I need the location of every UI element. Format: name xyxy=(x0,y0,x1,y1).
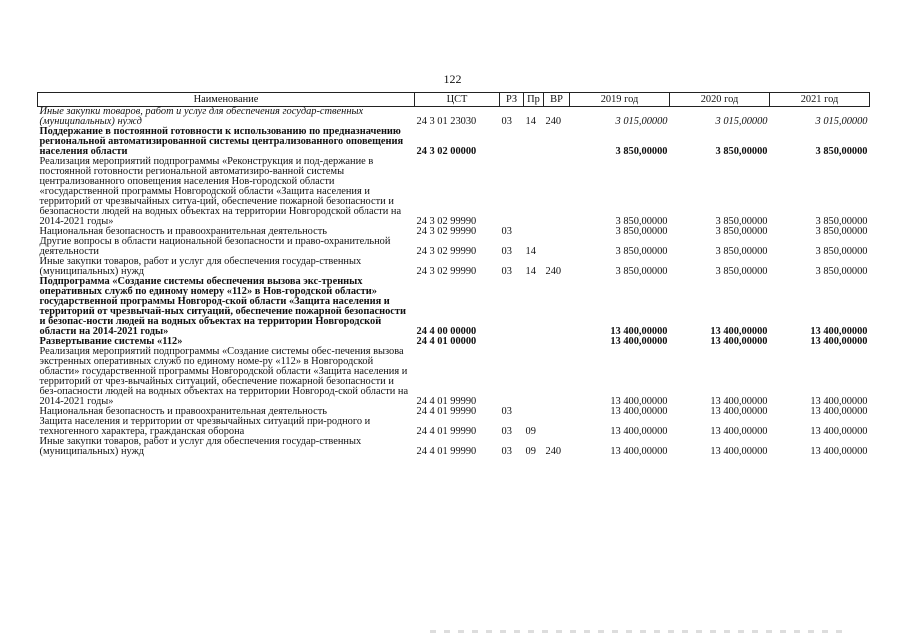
row-rz: 03 xyxy=(501,116,512,127)
row-2019: 13 400,00000 xyxy=(610,326,668,337)
table-row xyxy=(38,417,870,437)
table-row xyxy=(38,127,870,157)
row-rz: 03 xyxy=(501,226,512,237)
row-cst: 24 4 01 99990 xyxy=(416,426,477,437)
row-pr xyxy=(524,227,544,237)
row-2020: 3 015,00000 xyxy=(715,116,768,127)
row-rz xyxy=(500,277,524,337)
row-pr xyxy=(524,337,544,347)
row-pr: 14 xyxy=(525,116,536,127)
table-row xyxy=(38,277,870,337)
page-number: 122 xyxy=(443,72,462,86)
row-2021: 3 850,00000 xyxy=(815,216,868,227)
header-pr: Пр xyxy=(524,93,544,107)
row-name: Национальная безопасность и правоохранительная деятельность xyxy=(39,406,327,417)
row-2019: 3 850,00000 xyxy=(615,266,668,277)
row-2019: 3 015,00000 xyxy=(615,116,668,127)
header-name: Наименование xyxy=(38,93,415,107)
row-2020: 3 850,00000 xyxy=(715,226,768,237)
row-2021: 13 400,00000 xyxy=(810,336,868,347)
row-2021: 13 400,00000 xyxy=(810,396,868,407)
row-vr xyxy=(544,237,570,257)
row-2020: 3 850,00000 xyxy=(715,216,768,227)
row-2020: 13 400,00000 xyxy=(710,426,768,437)
row-cst: 24 3 02 99990 xyxy=(416,226,477,237)
row-2020: 13 400,00000 xyxy=(710,396,768,407)
row-2019: 3 850,00000 xyxy=(615,216,668,227)
row-vr xyxy=(544,417,570,437)
row-2021: 3 850,00000 xyxy=(815,226,868,237)
header-2020: 2020 год xyxy=(670,93,770,107)
row-2021: 3 850,00000 xyxy=(815,246,868,257)
row-rz: 03 xyxy=(501,406,512,417)
row-2019: 3 850,00000 xyxy=(615,246,668,257)
row-2019: 13 400,00000 xyxy=(610,336,668,347)
header-2021: 2021 год xyxy=(770,93,870,107)
row-name: Реализация мероприятий подпрограммы «Реконструкция и под-держание в постоянной готовности региональной автоматизиро-ванной системы централизованного оповещения населения Нов-городской области «государственной программы Новгородской области «Защита населения и территорий от чрезвычайных ситуа-ций, обеспечение пожарной безопасности и безопасности людей на водных объектах на территории Новгородской области на 2014-2021 годы» xyxy=(39,156,402,227)
row-2019: 13 400,00000 xyxy=(610,396,668,407)
row-rz: 03 xyxy=(501,266,512,277)
row-cst: 24 3 02 00000 xyxy=(416,146,477,157)
row-rz xyxy=(500,127,524,157)
row-name: Национальная безопасность и правоохранительная деятельность xyxy=(39,226,327,237)
row-cst: 24 4 01 99990 xyxy=(416,446,477,457)
row-2019: 13 400,00000 xyxy=(610,426,668,437)
header-cst: ЦСТ xyxy=(415,93,500,107)
row-vr xyxy=(544,277,570,337)
row-name: Развертывание системы «112» xyxy=(39,336,183,347)
row-cst: 24 3 02 99990 xyxy=(416,266,477,277)
row-2021: 13 400,00000 xyxy=(810,406,868,417)
row-vr: 240 xyxy=(545,446,562,457)
row-rz: 03 xyxy=(501,426,512,437)
row-2021: 13 400,00000 xyxy=(810,426,868,437)
row-pr xyxy=(524,157,544,227)
row-2021: 3 015,00000 xyxy=(815,116,868,127)
row-rz xyxy=(500,157,524,227)
row-pr: 09 xyxy=(525,446,536,457)
row-pr: 14 xyxy=(525,246,536,257)
row-cst: 24 3 02 99990 xyxy=(416,216,477,227)
row-cst: 24 3 01 23030 xyxy=(416,116,477,127)
table-row xyxy=(38,107,870,128)
row-pr xyxy=(524,347,544,407)
header-vr: ВР xyxy=(544,93,570,107)
row-vr: 240 xyxy=(545,266,562,277)
header-rz: РЗ xyxy=(500,93,524,107)
row-cst: 24 4 00 00000 xyxy=(416,326,477,337)
table-row xyxy=(38,257,870,277)
row-pr: 14 xyxy=(525,266,536,277)
row-rz: 03 xyxy=(501,246,512,257)
row-rz xyxy=(500,347,524,407)
row-2020: 13 400,00000 xyxy=(710,406,768,417)
table-row xyxy=(38,157,870,227)
row-2019: 3 850,00000 xyxy=(615,146,668,157)
row-pr xyxy=(524,407,544,417)
row-name: Иные закупки товаров, работ и услуг для обеспечения государ-ственных (муниципальных) нужд xyxy=(39,256,362,277)
table-row xyxy=(38,237,870,257)
row-2019: 13 400,00000 xyxy=(610,406,668,417)
scan-artifact xyxy=(430,630,850,633)
row-vr xyxy=(544,347,570,407)
row-2019: 3 850,00000 xyxy=(615,226,668,237)
row-2019: 13 400,00000 xyxy=(610,446,668,457)
row-cst: 24 4 01 99990 xyxy=(416,406,477,417)
row-vr xyxy=(544,127,570,157)
row-vr xyxy=(544,157,570,227)
row-name: Другие вопросы в области национальной безопасности и право-охранительной деятельности xyxy=(39,236,391,257)
row-vr xyxy=(544,407,570,417)
table-row xyxy=(38,347,870,407)
row-2021: 3 850,00000 xyxy=(815,266,868,277)
row-cst: 24 4 01 99990 xyxy=(416,396,477,407)
row-name: Иные закупки товаров, работ и услуг для обеспечения государ-ственных (муниципальных) нужд xyxy=(39,106,364,127)
row-name: Реализация мероприятий подпрограммы «Создание системы обес-печения вызова экстренных оперативных служб по единому номе-ру «112» в Новгородской области» государственной программы Новгородской области «Защита населения и территорий от чрез-вычайных ситуаций, обеспечение пожарной безопасности и без-опасности людей на водных объектах на территории Новгород-ской области на 2014-2021 годы» xyxy=(39,346,409,407)
row-2020: 3 850,00000 xyxy=(715,146,768,157)
row-2020: 3 850,00000 xyxy=(715,246,768,257)
table-row xyxy=(38,437,870,457)
row-2021: 13 400,00000 xyxy=(810,446,868,457)
row-2020: 13 400,00000 xyxy=(710,326,768,337)
budget-table xyxy=(37,92,870,457)
header-2019: 2019 год xyxy=(570,93,670,107)
row-rz: 03 xyxy=(501,446,512,457)
row-pr: 09 xyxy=(525,426,536,437)
row-2020: 3 850,00000 xyxy=(715,266,768,277)
row-2020: 13 400,00000 xyxy=(710,446,768,457)
row-name: Подпрограмма «Создание системы обеспечения вызова экс-тренных оперативных служб по единому номеру «112» в Нов-городской области» государственной программы Новгород-ской области «Защита населения и территорий от чрезвычай-ных ситуаций, обеспечение пожарной безопасности и безопас-ности людей на водных объектах на территории Новгородской области на 2014-2021 годы» xyxy=(39,276,407,337)
row-name: Иные закупки товаров, работ и услуг для обеспечения государ-ственных (муниципальных) нужд xyxy=(39,436,362,457)
row-name: Поддержание в постоянной готовности к использованию по предназначению региональной автоматизированной системы централизованного оповещения населения области xyxy=(39,126,404,157)
row-2021: 3 850,00000 xyxy=(815,146,868,157)
row-2021: 13 400,00000 xyxy=(810,326,868,337)
row-vr: 240 xyxy=(545,116,562,127)
row-pr xyxy=(524,277,544,337)
row-2020: 13 400,00000 xyxy=(710,336,768,347)
row-name: Защита населения и территории от чрезвычайных ситуаций при-родного и техногенного характера, гражданская оборона xyxy=(39,416,371,437)
row-rz xyxy=(500,337,524,347)
table-header-row xyxy=(38,93,870,107)
row-cst: 24 3 02 99990 xyxy=(416,246,477,257)
row-cst: 24 4 01 00000 xyxy=(416,336,477,347)
row-pr xyxy=(524,127,544,157)
row-vr xyxy=(544,337,570,347)
row-vr xyxy=(544,227,570,237)
